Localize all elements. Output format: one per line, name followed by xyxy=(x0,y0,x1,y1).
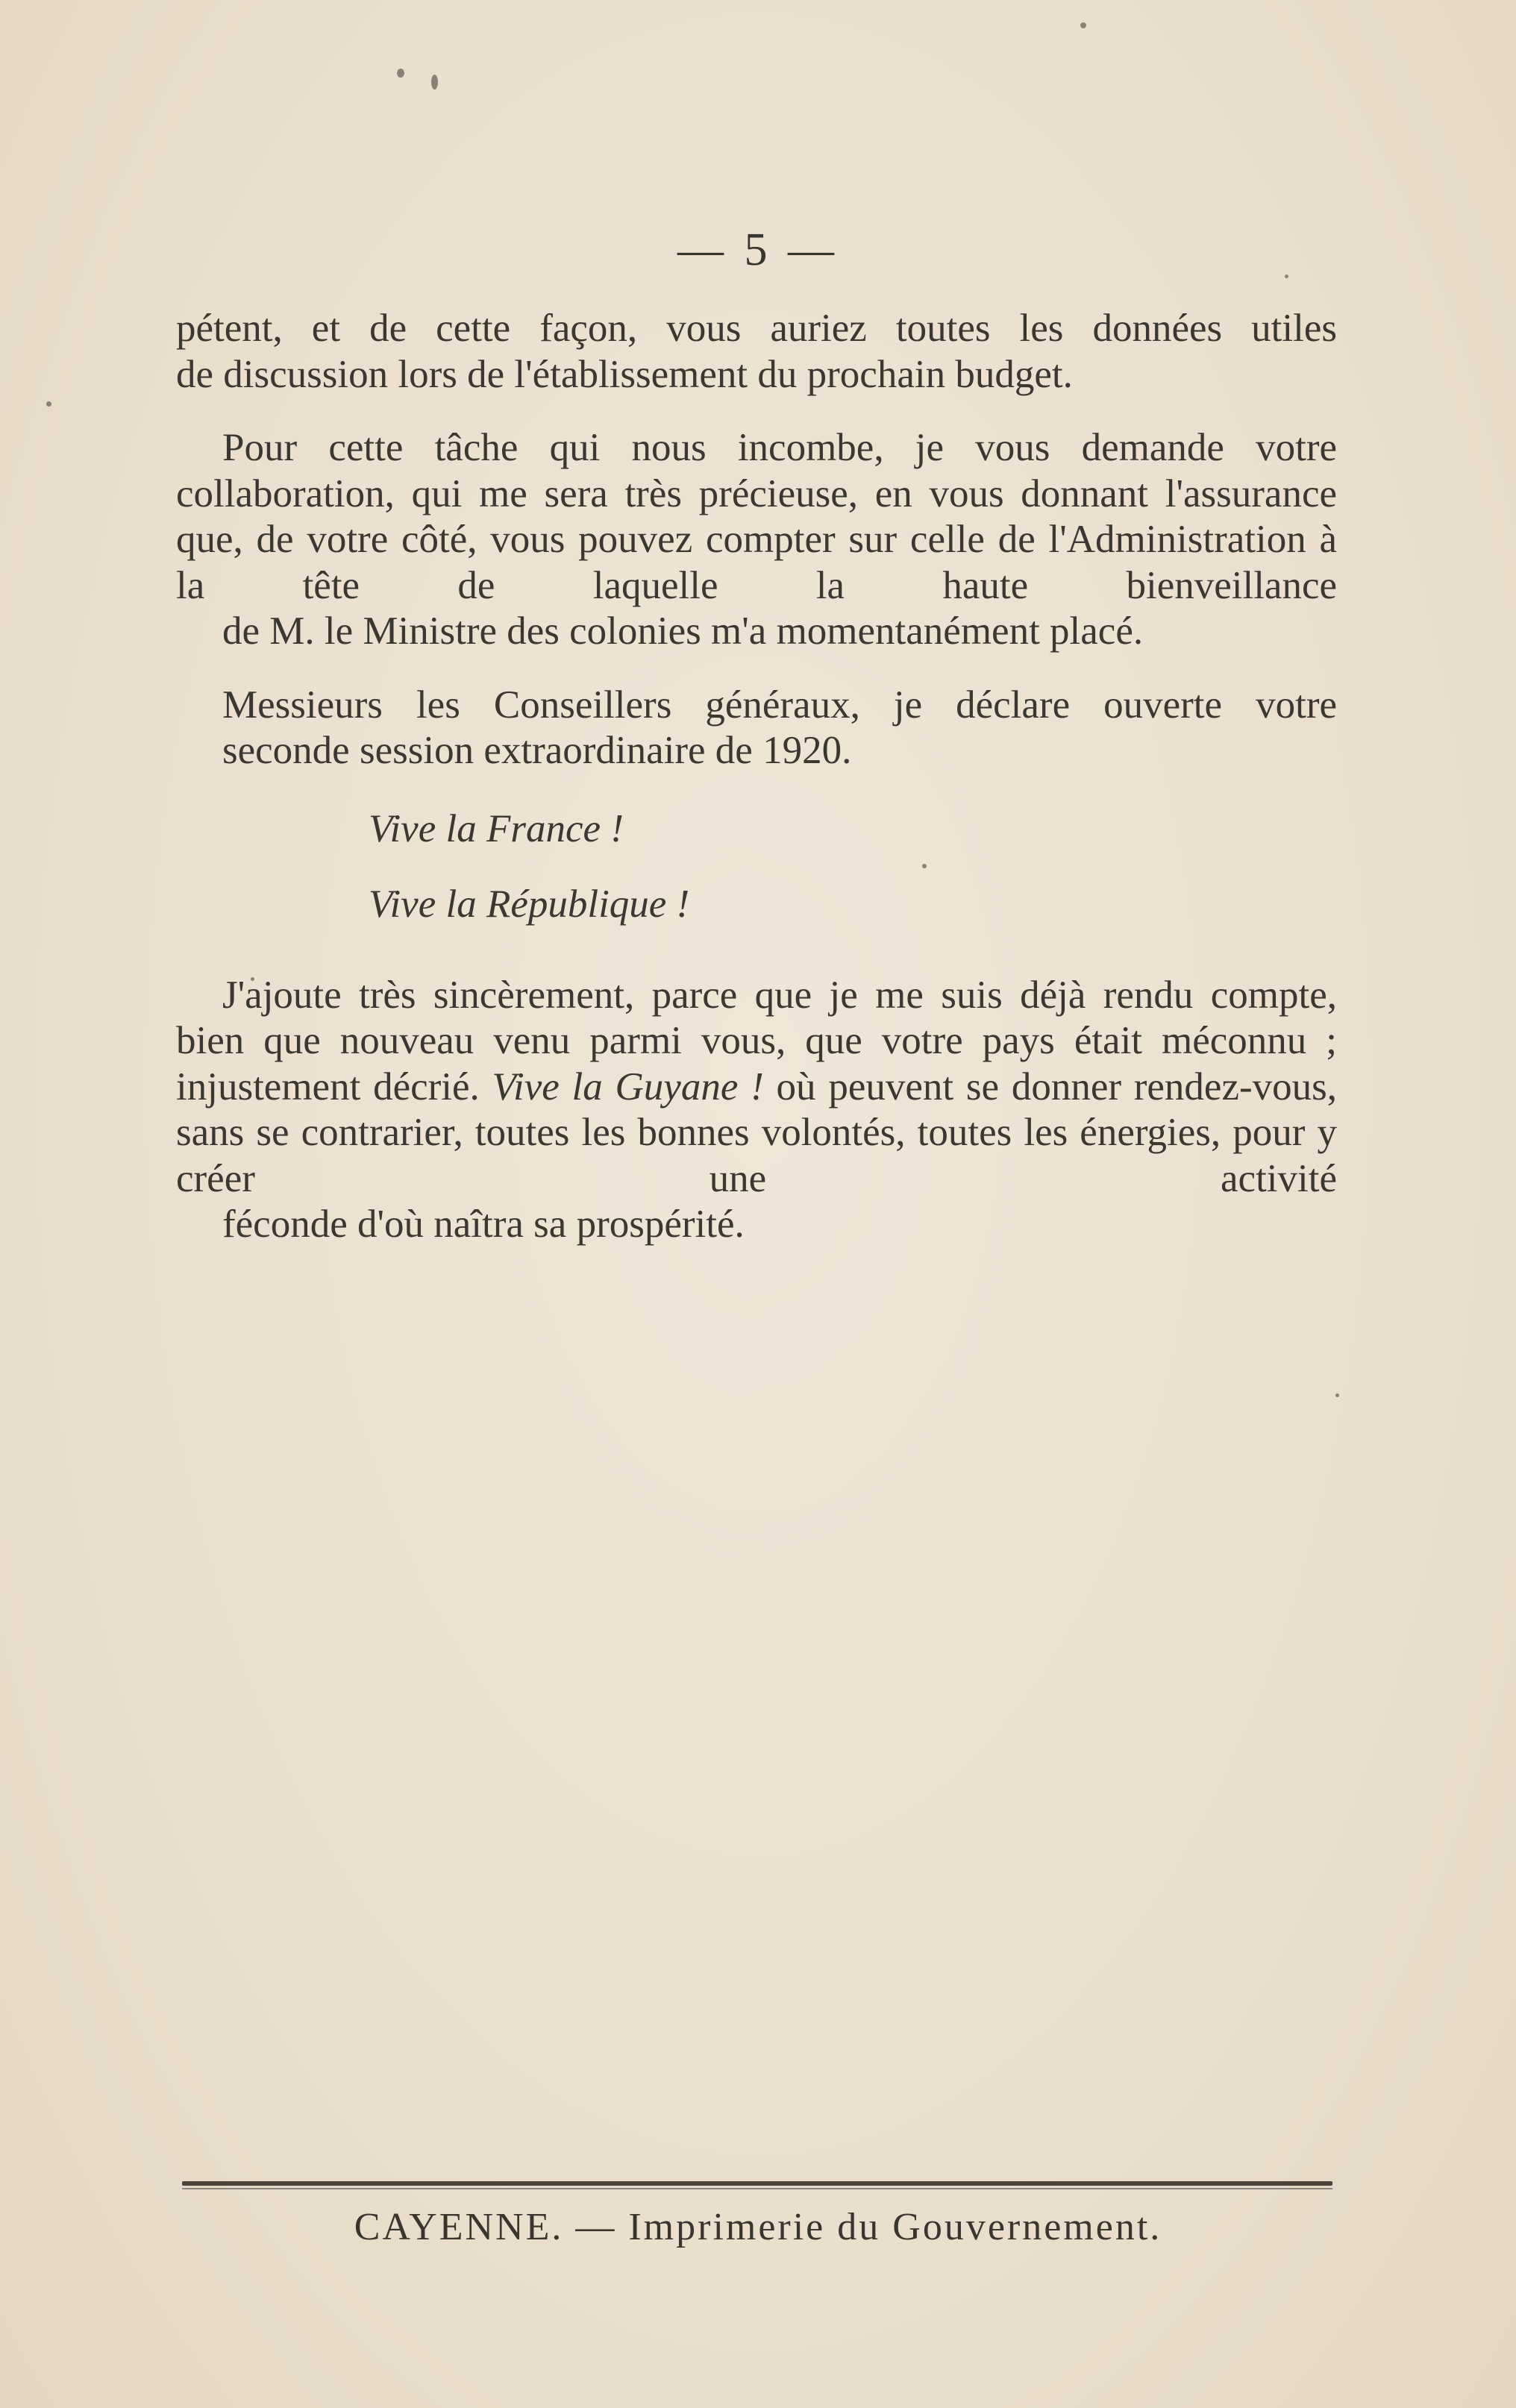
ink-speck xyxy=(1335,1393,1339,1397)
text-line: collaboration, qui me sera très précieuse, en vous donnant xyxy=(176,471,1149,515)
ink-speck xyxy=(431,75,438,90)
text-line: de l'Administration à la tête de laquelle la haute bienveillance xyxy=(176,518,1337,607)
text-line: compte, bien que nouveau venu parmi vous, que votre pays xyxy=(176,973,1337,1062)
paragraph-4 xyxy=(176,973,1337,1248)
text-line: de M. le Ministre des colonies m'a momentanément placé. xyxy=(222,609,1144,653)
text-line: pétent, et de cette façon, vous auriez toutes les données utiles xyxy=(176,307,1337,350)
text-line: féconde d'où naîtra sa prospérité. xyxy=(222,1203,745,1246)
text-line: J'ajoute très sincèrement, parce que je me suis déjà rendu xyxy=(222,973,1194,1017)
text-line: peuvent se donner rendez-vous, sans se contrarier, toutes les xyxy=(176,1065,1338,1154)
ink-speck xyxy=(1080,22,1086,28)
paragraph-2 xyxy=(176,425,1337,655)
text-line: seconde session extraordinaire de 1920. xyxy=(222,729,852,772)
paragraph-3 xyxy=(176,683,1337,774)
text-line: l'assurance que, de votre côté, vous pouvez compter sur celle xyxy=(176,471,1338,561)
text-line: Messieurs les Conseillers généraux, je déclare ouverte votre xyxy=(222,683,1337,727)
paragraph-1 xyxy=(176,306,1337,398)
text-line: Pour cette tâche qui nous incombe, je vous demande votre xyxy=(222,426,1337,469)
ink-speck xyxy=(397,69,404,78)
body-text xyxy=(176,306,1337,1248)
vive-la-guyane: Vive la Guyane ! xyxy=(492,1065,764,1109)
footer-rule xyxy=(182,2181,1332,2186)
text-line: de discussion lors de l'établissement du prochain budget. xyxy=(176,352,1073,396)
text-line: bonnes volontés, toutes les énergies, pour y créer une activité xyxy=(176,1111,1338,1200)
vive-la-france: Vive la France ! xyxy=(369,806,624,850)
text-line: était méconnu ; injustement décrié. xyxy=(176,1019,1338,1109)
page-number: — 5 — xyxy=(677,225,839,275)
vive-la-republique: Vive la République ! xyxy=(369,882,690,926)
printer-imprint: CAYENNE. — Imprimerie du Gouvernement. xyxy=(354,2206,1162,2248)
footer-rule-thin xyxy=(182,2188,1332,2189)
text-line: où xyxy=(763,1065,816,1109)
ink-speck xyxy=(46,401,51,407)
